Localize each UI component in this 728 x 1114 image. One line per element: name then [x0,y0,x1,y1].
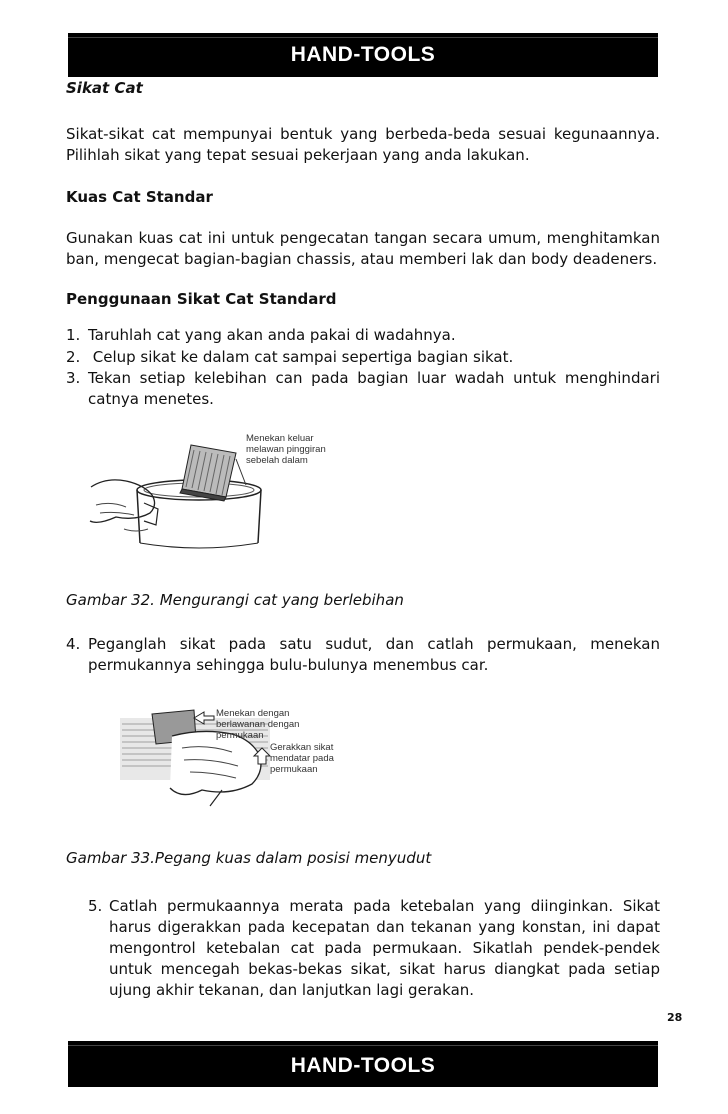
page-number: 28 [667,1011,683,1024]
figure-33-label: permukaan [270,764,318,775]
list-text: Tekan setiap kelebihan can pada bagian luar wadah untuk menghindari catnya menetes. [88,369,660,408]
figure-32-label: sebelah dalam [246,455,308,466]
list-item [66,347,660,368]
footer-title: HAND-TOOLS [290,1054,436,1077]
list-number: 3. [66,369,81,387]
figure-32-label: melawan pinggiran [246,444,326,455]
list-item [66,634,660,676]
figure-32-label: Menekan keluar [246,433,314,444]
header-title: HAND-TOOLS [290,43,436,66]
footer-banner [68,1041,658,1087]
figure-32-caption: Gambar 32. Mengurangi cat yang berlebihan [66,591,404,609]
list-item [66,368,660,410]
list-item [88,896,660,1002]
header-banner [68,33,658,77]
figure-33-caption: Gambar 33.Pegang kuas dalam posisi menyudut [66,849,432,867]
kuas-cat-paragraph: Gunakan kuas cat ini untuk pengecatan tangan secara umum, menghitamkan ban, mengecat bagian-bagian chassis, atau memberi lak dan body deadeners. [66,229,660,268]
figure-33-label: Menekan dengan [216,708,290,719]
figure-32-illustration [86,425,376,555]
list-number: 1. [66,326,81,344]
figure-33-illustration [112,700,372,810]
list-text: Catlah permukaannya merata pada ketebalan yang diinginkan. Sikat harus digerakkan pada kecepatan dan tekanan yang konstan, ini dapat mengontrol ketebalan cat pada permukaan. Sikatlah pendek-pendek untuk mencegah bekas-bekas sikat, sikat harus diangkat pada setiap ujung akhir tekanan, dan lanjutkan lagi gerakan. [109,897,660,999]
subheading-kuas-cat-standar: Kuas Cat Standar [66,188,213,206]
figure-33-label: permukaan [216,730,264,741]
list-text: Peganglah sikat pada satu sudut, dan catlah permukaan, menekan permukannya sehingga bulu-bulunya menembus car. [88,635,660,674]
list-number: 2. [66,348,81,366]
list-number: 4. [66,635,81,653]
list-text: Taruhlah cat yang akan anda pakai di wadahnya. [88,326,456,344]
list-text: Celup sikat ke dalam cat sampai sepertiga bagian sikat. [88,348,514,366]
list-number: 5. [88,897,103,915]
figure-33-label: Gerakkan sikat [270,742,334,753]
list-item [66,325,660,346]
intro-paragraph: Sikat-sikat cat mempunyai bentuk yang berbeda-beda sesuai kegunaannya. Pilihlah sikat yang tepat sesuai pekerjaan yang anda lakukan. [66,125,660,164]
figure-33-label: berlawanan dengan [216,719,300,730]
figure-33-label: mendatar pada [270,753,334,764]
subheading-penggunaan: Penggunaan Sikat Cat Standard [66,290,337,308]
section-title: Sikat Cat [66,79,143,97]
